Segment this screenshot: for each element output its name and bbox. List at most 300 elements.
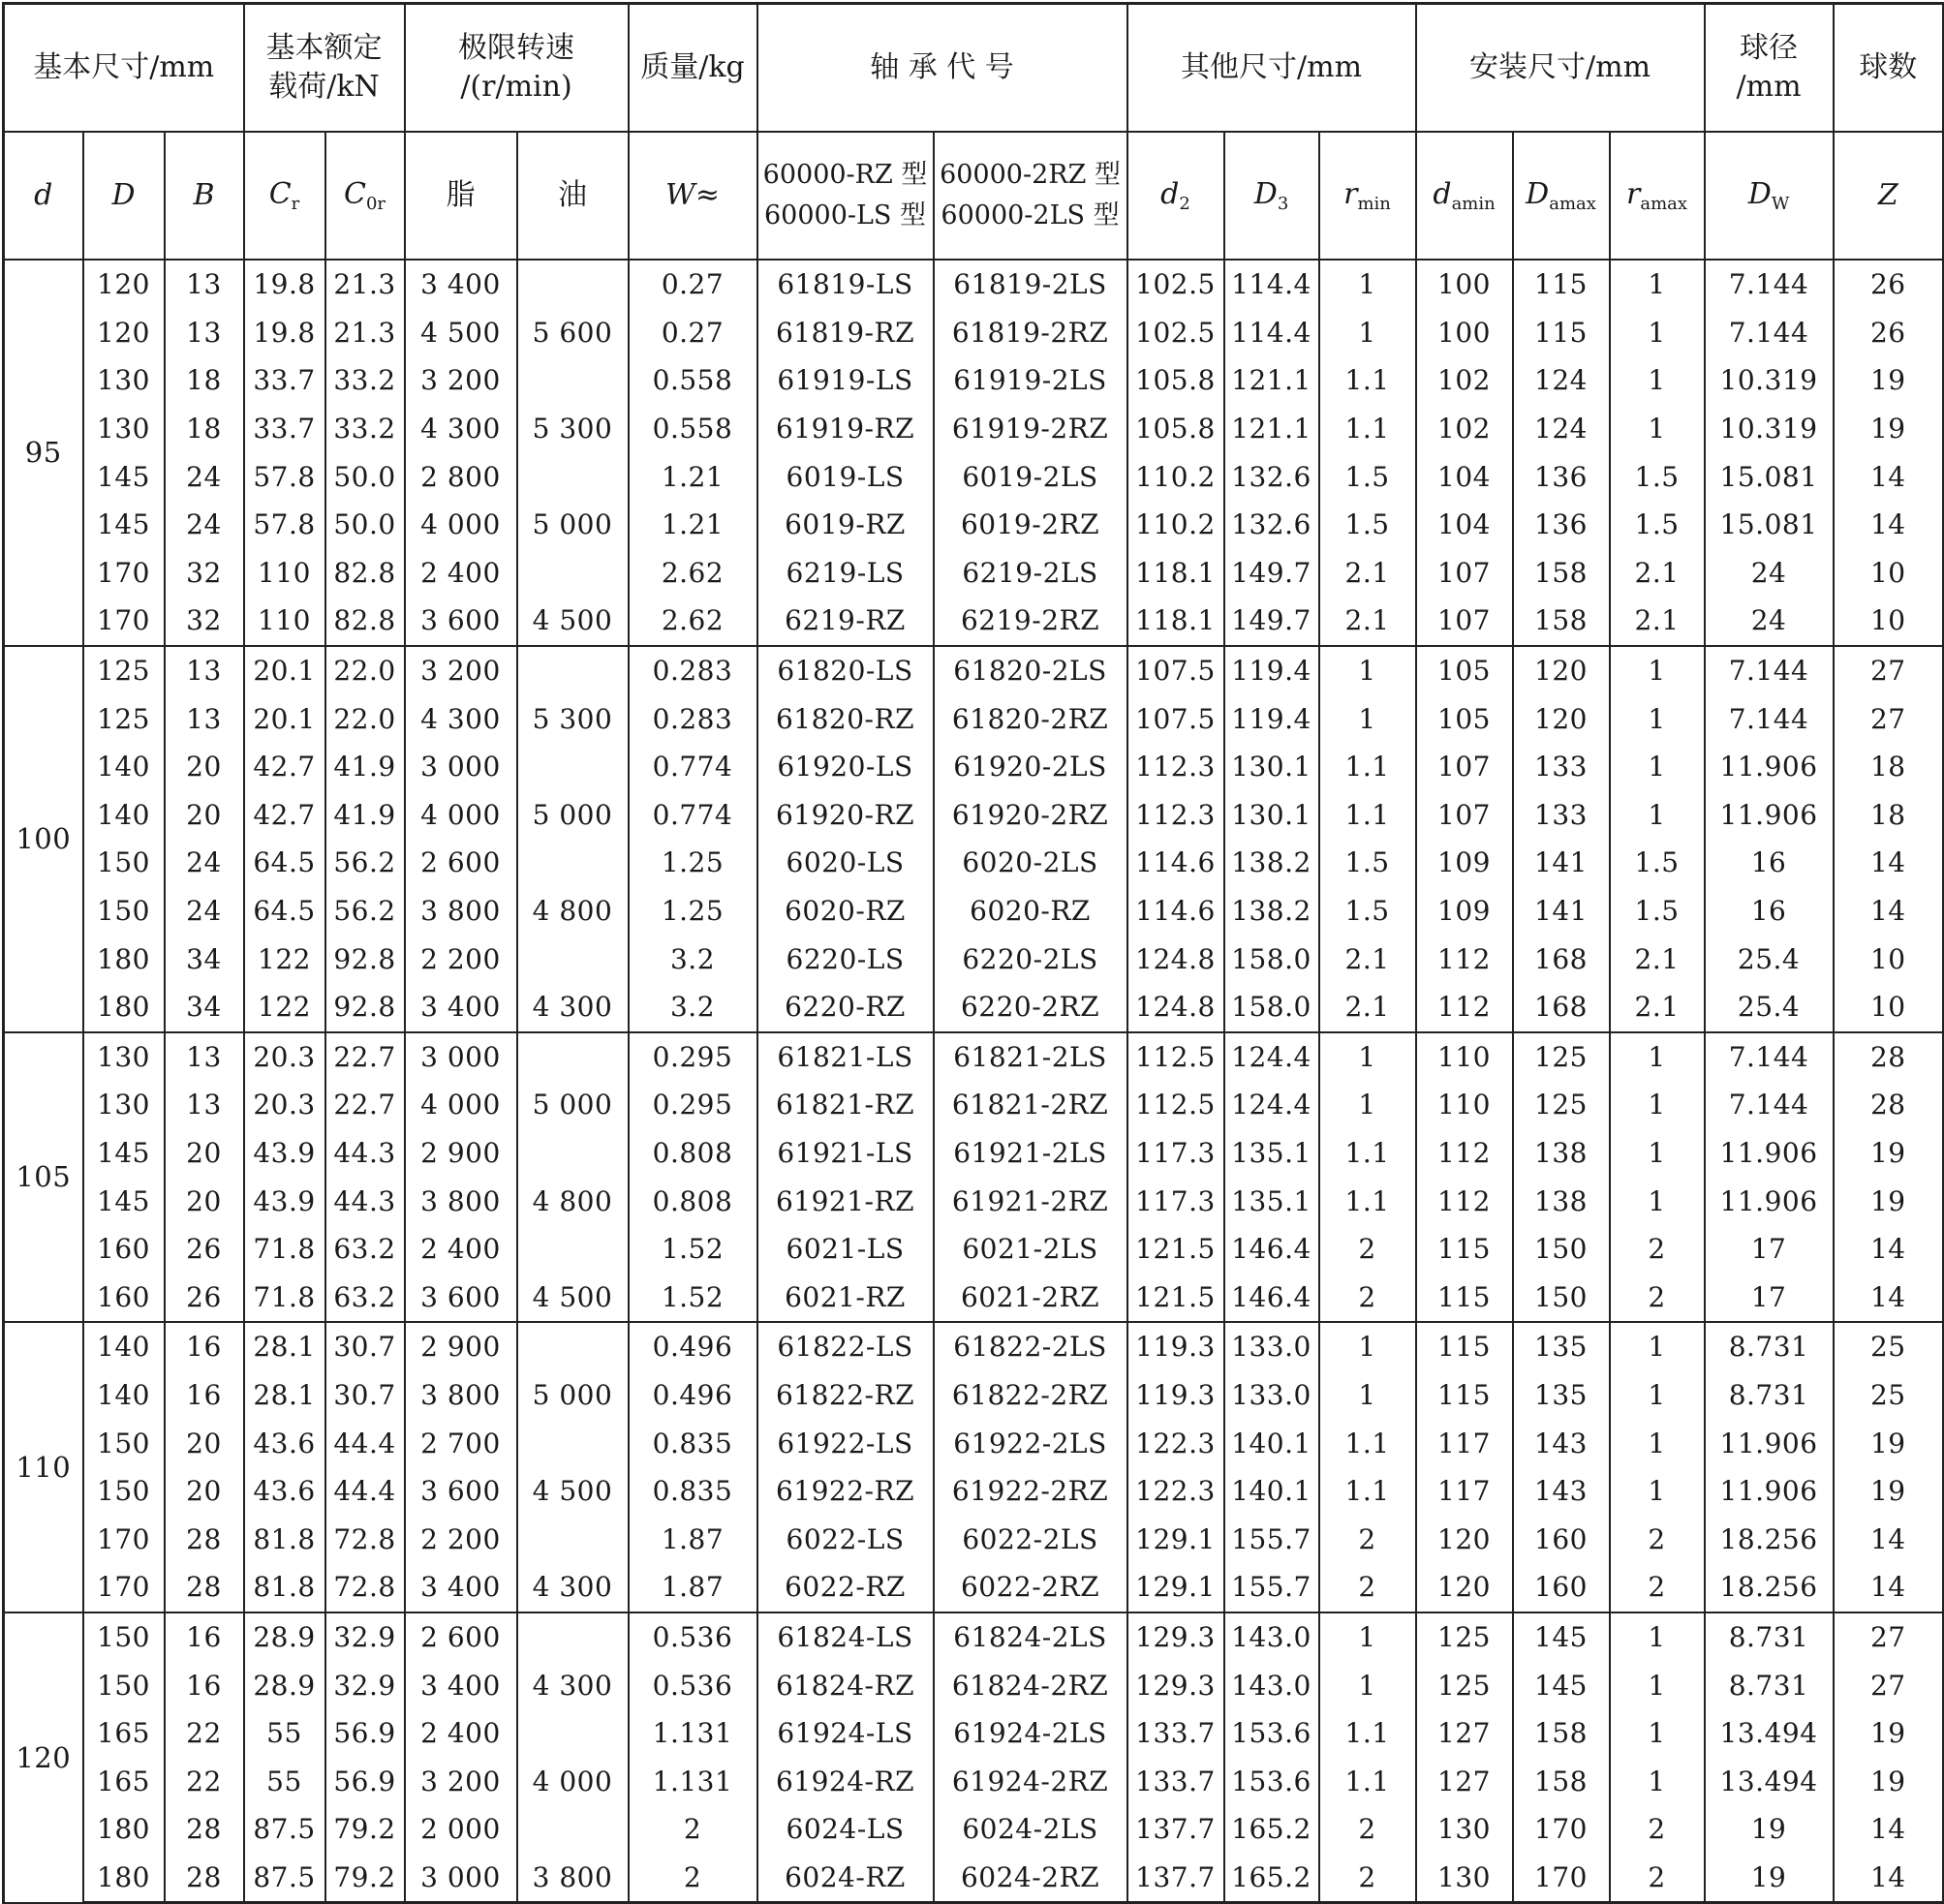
table-cell: 26 [165, 1225, 244, 1274]
table-cell: 180 [83, 983, 165, 1032]
table-row [4, 1177, 1944, 1225]
table-cell: 14 [1834, 1515, 1944, 1563]
table-cell: 121.1 [1224, 356, 1319, 405]
table-cell: 25 [1834, 1322, 1944, 1371]
subheader-ramax [1610, 132, 1705, 260]
table-cell: 0.27 [629, 309, 757, 357]
table-cell: 136 [1513, 501, 1610, 549]
table-cell: 150 [1513, 1225, 1610, 1274]
table-cell: 32 [165, 597, 244, 646]
header-speed-line1: 极限转速 [458, 30, 574, 65]
table-cell: 1.1 [1319, 1757, 1416, 1805]
table-cell: 0.808 [629, 1129, 757, 1178]
table-cell: 72.8 [325, 1563, 405, 1612]
table-cell: 42.7 [244, 791, 325, 840]
table-cell: 145 [1513, 1612, 1610, 1662]
table-cell: 19 [1834, 1709, 1944, 1758]
symbol-ramax-sub: amax [1640, 193, 1688, 214]
table-cell: 81.8 [244, 1563, 325, 1612]
table-cell: 4 000 [405, 791, 517, 840]
table-cell: 28 [165, 1805, 244, 1854]
table-cell: 130 [1416, 1805, 1513, 1854]
header-install-size: 安装尺寸/mm [1416, 4, 1705, 133]
table-cell: 7.144 [1705, 260, 1834, 309]
symbol-B: B [193, 177, 215, 212]
table-cell: 133.7 [1127, 1709, 1224, 1758]
table-cell: 158.0 [1224, 983, 1319, 1032]
table-cell: 61922-LS [757, 1419, 934, 1467]
table-cell: 33.7 [244, 405, 325, 453]
table-cell: 180 [83, 1805, 165, 1854]
table-cell: 4 300 [517, 1661, 629, 1709]
table-cell: 107 [1416, 743, 1513, 791]
table-row [4, 1419, 1944, 1467]
table-cell: 125 [83, 646, 165, 695]
table-cell: 15.081 [1705, 452, 1834, 501]
subheader-D [83, 132, 165, 260]
table-cell: 2.1 [1319, 597, 1416, 646]
table-cell: 20 [165, 1129, 244, 1178]
table-cell: 119.4 [1224, 646, 1319, 695]
table-cell: 2 200 [405, 1515, 517, 1563]
table-cell: 20 [165, 743, 244, 791]
subheader-d2 [1127, 132, 1224, 260]
table-cell: 3 400 [405, 1661, 517, 1709]
table-cell: 119.3 [1127, 1371, 1224, 1420]
table-cell: 19 [1834, 1467, 1944, 1516]
table-cell: 2 600 [405, 839, 517, 887]
table-cell: 112 [1416, 1177, 1513, 1225]
table-cell: 130 [83, 1081, 165, 1129]
table-cell: 122.3 [1127, 1419, 1224, 1467]
table-cell: 120 [83, 260, 165, 309]
table-cell: 82.8 [325, 597, 405, 646]
table-cell: 143.0 [1224, 1661, 1319, 1709]
table-cell: 1 [1610, 791, 1705, 840]
subheader-Damax [1513, 132, 1610, 260]
table-cell: 160 [1513, 1515, 1610, 1563]
table-cell: 1.5 [1319, 839, 1416, 887]
table-cell: 61819-2LS [934, 260, 1127, 309]
table-cell: 115 [1513, 260, 1610, 309]
table-cell: 153.6 [1224, 1709, 1319, 1758]
table-cell: 17 [1705, 1273, 1834, 1322]
table-cell: 5 300 [517, 694, 629, 743]
table-cell: 4 500 [517, 1273, 629, 1322]
table-cell: 61821-2LS [934, 1032, 1127, 1082]
table-cell: 1 [1610, 694, 1705, 743]
table-cell: 10 [1834, 597, 1944, 646]
table-cell: 120 [83, 309, 165, 357]
table-cell: 1 [1319, 1661, 1416, 1709]
table-cell: 82.8 [325, 549, 405, 598]
table-row [4, 1371, 1944, 1420]
table-cell: 11.906 [1705, 1177, 1834, 1225]
table-cell: 130.1 [1224, 791, 1319, 840]
table-cell: 20 [165, 1177, 244, 1225]
symbol-Dw-sub: W [1771, 193, 1790, 214]
table-cell: 21.3 [325, 260, 405, 309]
table-cell: 100 [1416, 260, 1513, 309]
table-cell: 129.1 [1127, 1563, 1224, 1612]
table-row [4, 839, 1944, 887]
symbol-Damax-sub: amax [1549, 193, 1596, 214]
table-cell: 13 [165, 1032, 244, 1082]
table-cell: 145 [83, 501, 165, 549]
table-cell: 6020-RZ [934, 887, 1127, 936]
table-cell: 102 [1416, 405, 1513, 453]
table-row [4, 983, 1944, 1032]
table-cell: 27 [1834, 694, 1944, 743]
table-cell: 2 [1319, 1805, 1416, 1854]
table-cell: 129.3 [1127, 1612, 1224, 1662]
table-cell: 143 [1513, 1467, 1610, 1516]
table-cell: 2 [1319, 1273, 1416, 1322]
table-cell: 61924-RZ [757, 1757, 934, 1805]
table-cell: 87.5 [244, 1805, 325, 1854]
table-cell: 43.9 [244, 1129, 325, 1178]
table-cell: 61921-LS [757, 1129, 934, 1178]
table-cell: 0.808 [629, 1177, 757, 1225]
table-cell: 1 [1319, 1371, 1416, 1420]
table-cell: 102.5 [1127, 260, 1224, 309]
table-row [4, 694, 1944, 743]
table-cell: 2 [1610, 1805, 1705, 1854]
table-cell: 112.3 [1127, 791, 1224, 840]
table-cell: 2.62 [629, 549, 757, 598]
table-cell: 8.731 [1705, 1371, 1834, 1420]
table-cell: 21.3 [325, 309, 405, 357]
table-cell: 119.4 [1224, 694, 1319, 743]
table-row [4, 743, 1944, 791]
table-cell: 1.52 [629, 1273, 757, 1322]
table-cell: 4 000 [517, 1757, 629, 1805]
table-cell: 61920-LS [757, 743, 934, 791]
table-cell: 2 600 [405, 1612, 517, 1662]
table-cell: 13 [165, 694, 244, 743]
table-cell: 2 [1610, 1273, 1705, 1322]
table-cell: 150 [83, 1467, 165, 1516]
table-body [4, 260, 1944, 1903]
table-cell: 150 [1513, 1273, 1610, 1322]
table-cell: 64.5 [244, 887, 325, 936]
subheader-d [4, 132, 83, 260]
symbol-Cr-sub: r [291, 193, 300, 214]
table-cell: 61921-2LS [934, 1129, 1127, 1178]
table-cell: 138.2 [1224, 839, 1319, 887]
table-cell: 1 [1319, 1032, 1416, 1082]
header-bearing-code: 轴 承 代 号 [757, 4, 1127, 133]
table-cell: 22.0 [325, 694, 405, 743]
table-cell: 41.9 [325, 791, 405, 840]
table-row [4, 356, 1944, 405]
table-row [4, 1322, 1944, 1371]
table-cell: 19 [1705, 1854, 1834, 1903]
table-cell: 19.8 [244, 260, 325, 309]
header-rated-load-line2: 载荷/kN [268, 70, 380, 104]
table-row [4, 1612, 1944, 1662]
table-cell: 130 [1416, 1854, 1513, 1903]
table-cell: 22 [165, 1757, 244, 1805]
table-cell: 109 [1416, 839, 1513, 887]
subheader-B [165, 132, 244, 260]
subheader-D3 [1224, 132, 1319, 260]
table-cell: 61821-RZ [757, 1081, 934, 1129]
table-cell: 61924-2RZ [934, 1757, 1127, 1805]
table-cell: 61919-RZ [757, 405, 934, 453]
table-cell: 19 [1834, 405, 1944, 453]
table-cell: 110 [244, 597, 325, 646]
table-cell: 61920-2LS [934, 743, 1127, 791]
table-cell: 1.5 [1319, 887, 1416, 936]
table-cell: 2 [1319, 1854, 1416, 1903]
table-cell: 13 [165, 260, 244, 309]
table-cell: 3 000 [405, 743, 517, 791]
table-cell: 117 [1416, 1419, 1513, 1467]
table-row [4, 887, 1944, 936]
header-limit-speed [405, 4, 629, 133]
table-cell: 1.25 [629, 839, 757, 887]
table-cell: 130 [83, 405, 165, 453]
table-cell: 143 [1513, 1419, 1610, 1467]
table-cell: 18 [165, 356, 244, 405]
table-cell: 168 [1513, 983, 1610, 1032]
table-cell: 105 [1416, 646, 1513, 695]
table-cell: 0.558 [629, 356, 757, 405]
table-cell: 125 [1513, 1032, 1610, 1082]
table-cell: 160 [83, 1225, 165, 1274]
table-cell: 1 [1319, 309, 1416, 357]
table-row [4, 260, 1944, 309]
table-cell: 4 300 [517, 1563, 629, 1612]
table-cell: 24 [165, 501, 244, 549]
table-cell: 145 [83, 452, 165, 501]
table-cell: 20.1 [244, 646, 325, 695]
table-cell: 133 [1513, 791, 1610, 840]
table-cell: 2 [629, 1854, 757, 1903]
table-cell: 135 [1513, 1322, 1610, 1371]
table-cell: 1 [1610, 1371, 1705, 1420]
table-cell: 14 [1834, 1225, 1944, 1274]
table-cell: 129.1 [1127, 1515, 1224, 1563]
table-cell: 150 [83, 1419, 165, 1467]
table-cell: 13.494 [1705, 1709, 1834, 1758]
table-cell: 6022-2LS [934, 1515, 1127, 1563]
table-cell: 3 000 [405, 1854, 517, 1903]
table-cell: 28.1 [244, 1322, 325, 1371]
table-cell: 138.2 [1224, 887, 1319, 936]
table-row [4, 935, 1944, 983]
table-cell: 119.3 [1127, 1322, 1224, 1371]
table-cell: 130.1 [1224, 743, 1319, 791]
table-cell: 16 [1705, 887, 1834, 936]
table-cell: 61819-2RZ [934, 309, 1127, 357]
table-cell: 0.774 [629, 743, 757, 791]
table-cell: 6020-2LS [934, 839, 1127, 887]
table-cell: 11.906 [1705, 1467, 1834, 1516]
table-cell: 61921-RZ [757, 1177, 934, 1225]
table-row [4, 1467, 1944, 1516]
table-cell: 5 000 [517, 501, 629, 549]
table-cell: 115 [1416, 1322, 1513, 1371]
table-cell: 170 [83, 549, 165, 598]
table-cell: 117 [1416, 1467, 1513, 1516]
table-cell: 7.144 [1705, 309, 1834, 357]
table-cell: 104 [1416, 452, 1513, 501]
table-cell [517, 839, 629, 887]
table-cell: 114.6 [1127, 887, 1224, 936]
table-cell: 2.1 [1319, 935, 1416, 983]
table-cell: 1 [1610, 646, 1705, 695]
table-cell: 26 [1834, 260, 1944, 309]
table-cell: 1.131 [629, 1757, 757, 1805]
table-cell: 127 [1416, 1709, 1513, 1758]
table-cell: 22 [165, 1709, 244, 1758]
table-cell: 0.283 [629, 694, 757, 743]
symbol-D3-sub: 3 [1277, 193, 1289, 214]
group-bore-diameter: 95 [4, 260, 83, 646]
table-cell: 20.1 [244, 694, 325, 743]
table-cell: 140 [83, 1371, 165, 1420]
table-cell: 11.906 [1705, 743, 1834, 791]
table-cell: 115 [1416, 1273, 1513, 1322]
table-cell: 28.9 [244, 1612, 325, 1662]
header-rated-load [244, 4, 405, 133]
table-cell: 55 [244, 1757, 325, 1805]
table-cell: 114.4 [1224, 260, 1319, 309]
table-cell: 2 [629, 1805, 757, 1854]
table-row [4, 1273, 1944, 1322]
table-cell: 1 [1610, 1467, 1705, 1516]
table-cell: 7.144 [1705, 694, 1834, 743]
table-cell: 61919-LS [757, 356, 934, 405]
table-cell: 129.3 [1127, 1661, 1224, 1709]
table-cell: 133.0 [1224, 1371, 1319, 1420]
group-bore-diameter: 120 [4, 1612, 83, 1903]
table-cell: 61821-2RZ [934, 1081, 1127, 1129]
header-rated-load-line1: 基本额定 [265, 30, 383, 65]
subheader-W [629, 132, 757, 260]
table-cell: 14 [1834, 501, 1944, 549]
table-cell: 20 [165, 1467, 244, 1516]
table-cell: 6024-LS [757, 1805, 934, 1854]
table-cell: 115 [1416, 1371, 1513, 1420]
table-row [4, 309, 1944, 357]
table-cell: 87.5 [244, 1854, 325, 1903]
table-cell: 28 [165, 1854, 244, 1903]
table-cell: 3 600 [405, 1467, 517, 1516]
table-cell: 1 [1610, 1757, 1705, 1805]
table-cell: 122 [244, 935, 325, 983]
symbol-damin-sub: amin [1451, 193, 1496, 214]
table-cell: 0.835 [629, 1467, 757, 1516]
table-cell: 6021-2LS [934, 1225, 1127, 1274]
table-cell: 24 [165, 887, 244, 936]
table-row [4, 791, 1944, 840]
table-cell: 145 [83, 1129, 165, 1178]
table-cell: 27 [1834, 1661, 1944, 1709]
table-cell: 6220-2RZ [934, 983, 1127, 1032]
table-cell: 158 [1513, 597, 1610, 646]
table-cell: 115 [1416, 1225, 1513, 1274]
table-cell [517, 1322, 629, 1371]
table-cell: 4 500 [517, 597, 629, 646]
table-cell: 44.3 [325, 1177, 405, 1225]
table-cell: 32.9 [325, 1661, 405, 1709]
table-cell: 10 [1834, 549, 1944, 598]
table-cell [517, 1612, 629, 1662]
table-cell: 14 [1834, 1563, 1944, 1612]
table-cell: 11.906 [1705, 791, 1834, 840]
table-cell: 8.731 [1705, 1661, 1834, 1709]
table-cell: 6219-LS [757, 549, 934, 598]
table-cell: 2 700 [405, 1419, 517, 1467]
table-cell: 6219-2RZ [934, 597, 1127, 646]
table-cell: 17 [1705, 1225, 1834, 1274]
table-cell: 5 000 [517, 1371, 629, 1420]
table-cell: 28 [165, 1515, 244, 1563]
table-cell: 18.256 [1705, 1563, 1834, 1612]
table-cell: 13 [165, 1081, 244, 1129]
table-cell: 0.774 [629, 791, 757, 840]
table-cell: 121.5 [1127, 1225, 1224, 1274]
table-cell: 1.21 [629, 501, 757, 549]
table-cell: 24 [165, 452, 244, 501]
table-cell: 170 [83, 597, 165, 646]
table-cell: 140.1 [1224, 1467, 1319, 1516]
table-cell: 125 [83, 694, 165, 743]
table-cell: 22.0 [325, 646, 405, 695]
table-cell: 61922-2RZ [934, 1467, 1127, 1516]
table-cell: 79.2 [325, 1854, 405, 1903]
table-cell: 6219-2LS [934, 549, 1127, 598]
group-bore-diameter: 100 [4, 646, 83, 1032]
table-cell: 133.7 [1127, 1757, 1224, 1805]
header-basic-size: 基本尺寸/mm [4, 4, 244, 133]
table-cell: 1 [1610, 1177, 1705, 1225]
table-cell [517, 549, 629, 598]
table-cell: 2.1 [1610, 597, 1705, 646]
table-cell: 14 [1834, 1854, 1944, 1903]
table-cell: 72.8 [325, 1515, 405, 1563]
header-ball-dia-line1: 球径 [1740, 30, 1799, 65]
table-cell: 107.5 [1127, 694, 1224, 743]
table-cell: 1.5 [1610, 501, 1705, 549]
table-cell: 149.7 [1224, 549, 1319, 598]
table-cell: 1.1 [1319, 1419, 1416, 1467]
subheader-Z [1834, 132, 1944, 260]
table-cell: 19 [1834, 356, 1944, 405]
table-cell: 1.1 [1319, 1129, 1416, 1178]
table-cell: 61820-2RZ [934, 694, 1127, 743]
table-cell: 1 [1610, 1661, 1705, 1709]
table-cell: 2 000 [405, 1805, 517, 1854]
table-cell: 4 500 [405, 309, 517, 357]
table-cell: 130 [83, 356, 165, 405]
table-row [4, 1563, 1944, 1612]
table-cell: 1.5 [1610, 839, 1705, 887]
table-cell: 6020-RZ [757, 887, 934, 936]
subheader-grease: 脂 [405, 132, 517, 260]
table-cell: 10 [1834, 935, 1944, 983]
table-cell: 4 300 [517, 983, 629, 1032]
table-cell: 6019-LS [757, 452, 934, 501]
table-cell: 61824-2LS [934, 1612, 1127, 1662]
table-cell: 117.3 [1127, 1129, 1224, 1178]
symbol-W: W≈ [665, 177, 720, 212]
table-cell: 1 [1610, 1612, 1705, 1662]
table-row [4, 1661, 1944, 1709]
